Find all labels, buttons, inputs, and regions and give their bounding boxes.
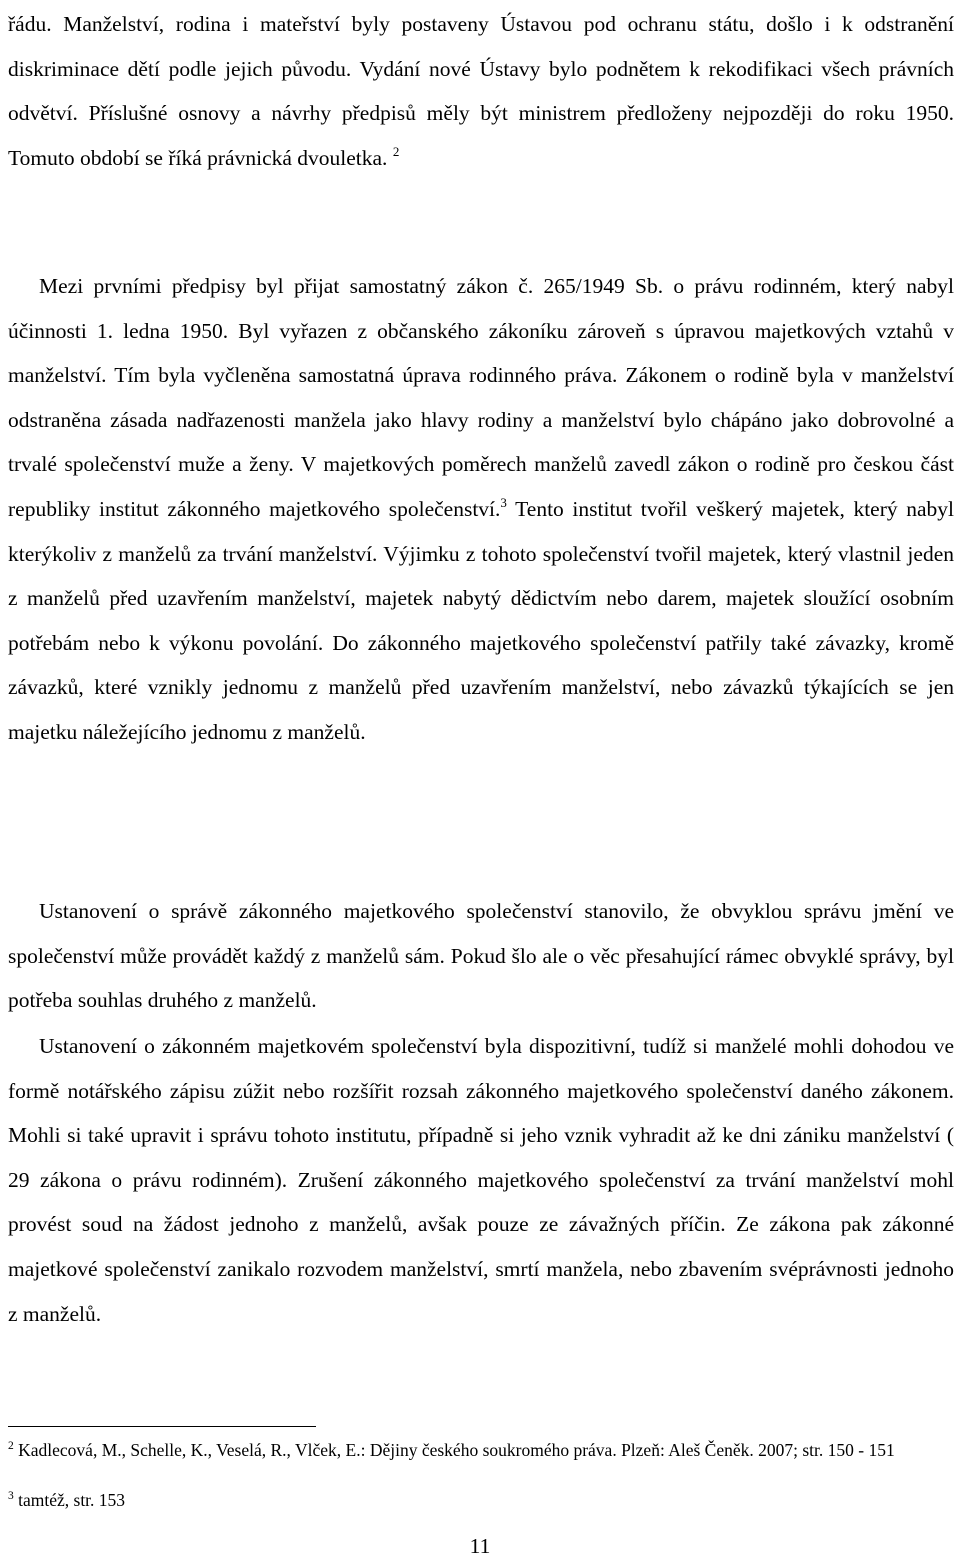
footnote-ref-2: 2	[392, 143, 400, 159]
footnote-3-text: tamtéž, str. 153	[18, 1490, 126, 1510]
footnote-2	[8, 1440, 954, 1462]
paragraph-1-text: řádu. Manželství, rodina i mateřství byly postaveny Ústavou pod ochranu státu, došlo i k odstranění diskriminace dětí podle jejich původu. Vydání nové Ústavy bylo podnětem k rekodifikaci všech právních odvětví. Příslušné osnovy a návrhy předpisů měly být ministrem předloženy nejpozději do roku 1950. Tomuto období se říká právnická dvouletka.	[8, 12, 954, 170]
paragraph-2	[8, 264, 954, 755]
paragraph-4-text: Ustanovení o zákonném majetkovém společenství byla dispozitivní, tudíž si manželé mohli dohodou ve formě notářského zápisu zúžit nebo rozšířit rozsah zákonného majetkového společenství daného zákonem. Mohli si také upravit i správu tohoto institutu, případně si jeho vznik vyhradit až ke dni zániku manželství ( 29 zákona o právu rodinném). Zrušení zákonného majetkového společenství za trvání manželství mohl provést soud na žádost jednoho z manželů, avšak pouze ze závažných příčin. Ze zákona pak zákonné majetkové společenství zanikalo rozvodem manželství, smrtí manžela, nebo zbavením svéprávnosti jednoho z manželů.	[8, 1034, 954, 1326]
footnote-ref-3: 3	[500, 494, 507, 510]
paragraph-3	[8, 889, 954, 1023]
page-number: 11	[469, 1534, 491, 1558]
footnote-separator	[8, 1426, 316, 1427]
paragraph-2-text: Mezi prvními předpisy byl přijat samostatný zákon č. 265/1949 Sb. o právu rodinném, který nabyl účinnosti 1. ledna 1950. Byl vyřazen z občanského zákoníku zároveň s úpravou majetkových vztahů v manželství. Tím byla vyčleněna samostatná úprava rodinného práva. Zákonem o rodině byla v manželství odstraněna zásada nadřazenosti manžela jako hlavy rodiny a manželství bylo chápáno jako dobrovolné a trvalé společenství muže a ženy. V majetkových poměrech manželů zavedl zákon o rodině pro českou část republiky institut zákonného majetkového společenství.	[8, 274, 954, 521]
paragraph-2-text-continued: Tento institut tvořil veškerý majetek, který nabyl kterýkoliv z manželů za trvání manželství. Výjimku z tohoto společenství tvořil majetek, který vlastnil jeden z manželů před uzavřením manželství, majetek nabytý dědictvím nebo darem, majetek sloužící osobním potřebám nebo k výkonu povolání. Do zákonného majetkového společenství patřily také závazky, kromě závazků, které vznikly jednomu z manželů před uzavřením manželství, nebo závazků týkajících se jen majetku náležejícího jednomu z manželů.	[8, 496, 954, 744]
footnote-2-number: 2	[8, 1440, 14, 1452]
footnote-3	[8, 1490, 954, 1512]
footnote-3-number: 3	[8, 1490, 14, 1502]
paragraph-4	[8, 1024, 954, 1336]
paragraph-1	[8, 2, 954, 180]
paragraph-3-text: Ustanovení o správě zákonného majetkového společenství stanovilo, že obvyklou správu jmění ve společenství může provádět každý z manželů sám. Pokud šlo ale o věc přesahující rámec obvyklé správy, byl potřeba souhlas druhého z manželů.	[8, 899, 954, 1013]
footnote-2-text: Kadlecová, M., Schelle, K., Veselá, R., Vlček, E.: Dějiny českého soukromého práva. Plzeň: Aleš Čeněk. 2007; str. 150 - 151	[18, 1440, 895, 1460]
